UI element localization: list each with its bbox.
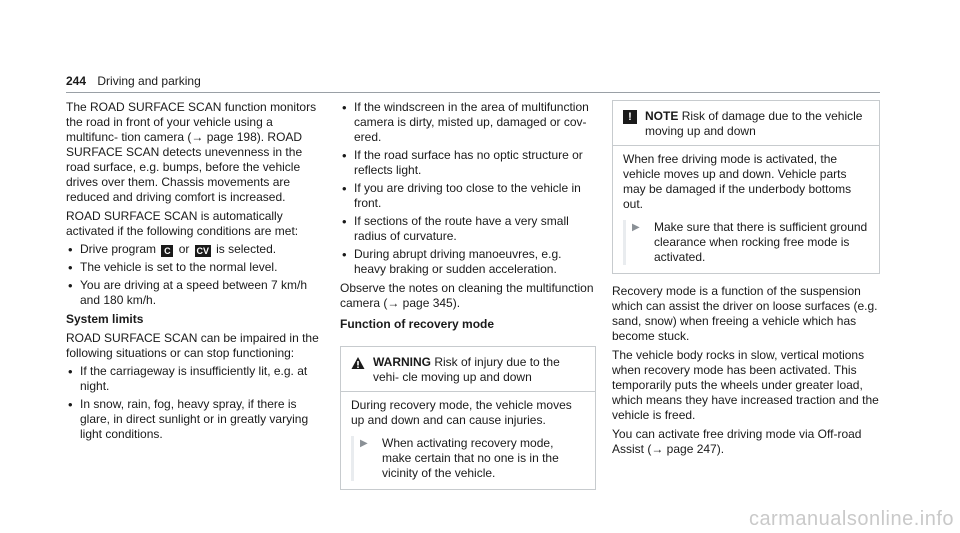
warning-action [351,436,585,481]
recovery-paragraph: You can activate free driving mode via Off-road Assist (→ page 247). [612,427,862,456]
condition-text: Drive program [80,242,157,256]
drive-program-c-icon: C [161,245,173,257]
recovery-paragraph: Recovery mode is a function of the suspension which can assist the driver on loose surfaces (e.g. sand, snow) when freeing a vehicle which has become stuck. [612,284,878,343]
column-2 [340,100,596,490]
limit-item: • If sections of the route have a very small radius of curvature. [340,214,596,244]
recovery-heading: Function of recovery mode [340,317,495,331]
arrow-right-icon: ▶ [623,220,648,265]
warning-box [340,346,596,490]
limit-item: • If the windscreen in the area of multifunction camera is dirty, misted up, damaged or cov- ered. [340,100,596,145]
limit-item: • If the carriageway is insufficiently lit, e.g. at night. [66,364,328,394]
activation-paragraph: ROAD SURFACE SCAN is automatically activated if the following conditions are met: [66,209,299,238]
drive-program-cv-icon: CV [196,246,209,256]
note-label: NOTE [645,109,679,123]
intro-paragraph: The ROAD SURFACE SCAN function monitors the road in front of your vehicle using a multifunc- tion camera (→ page 198). ROAD SURFACE SCAN detects unevenness in the road surface, e.g. bumps, before the vehicle drives over them. Chassis movements are reduced and driving comfort is increased. [66,100,317,204]
limit-item: • If the road surface has no optic structure or reflects light. [340,148,596,178]
note-action [623,220,869,265]
note-body [613,145,879,273]
condition-list [66,242,328,308]
recovery-paragraph: The vehicle body rocks in slow, vertical motions when recovery mode has been activated. This temporarily puts the wheels under greater load, which means they have increased traction and the vehicle is freed. [612,348,879,422]
column-3 [612,100,880,457]
warning-label: WARNING [373,355,431,369]
warning-action-text: When activating recovery mode, make certain that no one is in the vicinity of the vehicle. [382,436,559,480]
page-header [66,74,880,93]
note-title: Risk of damage due to the vehicle moving up and down [645,109,863,138]
exclamation-square-icon: ! [623,110,637,124]
warning-title: Risk of injury due to the vehi- cle moving up and down [373,355,560,384]
cleaning-note: Observe the notes on cleaning the multifunction camera (→ page 345). [340,281,594,310]
warning-triangle-icon [351,356,365,370]
condition-item: • The vehicle is set to the normal level. [66,260,328,275]
warning-header [341,347,595,391]
page-number: 244 [66,74,87,88]
note-action-text: Make sure that there is sufficient ground clearance when rocking free mode is activated. [654,220,868,264]
note-box [612,100,880,274]
limit-item: • If you are driving too close to the vehicle in front. [340,181,596,211]
warning-body [341,391,595,489]
limits-list [66,364,328,442]
note-text: When free driving mode is activated, the vehicle moves up and down. Vehicle parts may be damaged if the underbody bottoms out. [623,152,852,211]
limits-list-continued [340,100,596,277]
section-title: Driving and parking [97,74,201,88]
limits-paragraph: ROAD SURFACE SCAN can be impaired in the following situations or can stop functioning: [66,331,319,360]
condition-text-end: is selected. [216,242,277,256]
limits-heading: System limits [66,312,144,326]
warning-text: During recovery mode, the vehicle moves up and down and can cause injuries. [351,398,572,427]
condition-or: or [178,242,190,256]
condition-item [66,242,328,257]
condition-item: • You are driving at a speed between 7 km/h and 180 km/h. [66,278,328,308]
note-header [613,101,879,145]
arrow-right-icon: ▶ [351,436,376,481]
column-1 [66,100,328,442]
limit-item: • In snow, rain, fog, heavy spray, if there is glare, in direct sunlight or in greatly varying light conditions. [66,397,328,442]
limit-item: • During abrupt driving manoeuvres, e.g. heavy braking or sudden acceleration. [340,247,596,277]
watermark: carmanualsonline.info [748,508,954,530]
